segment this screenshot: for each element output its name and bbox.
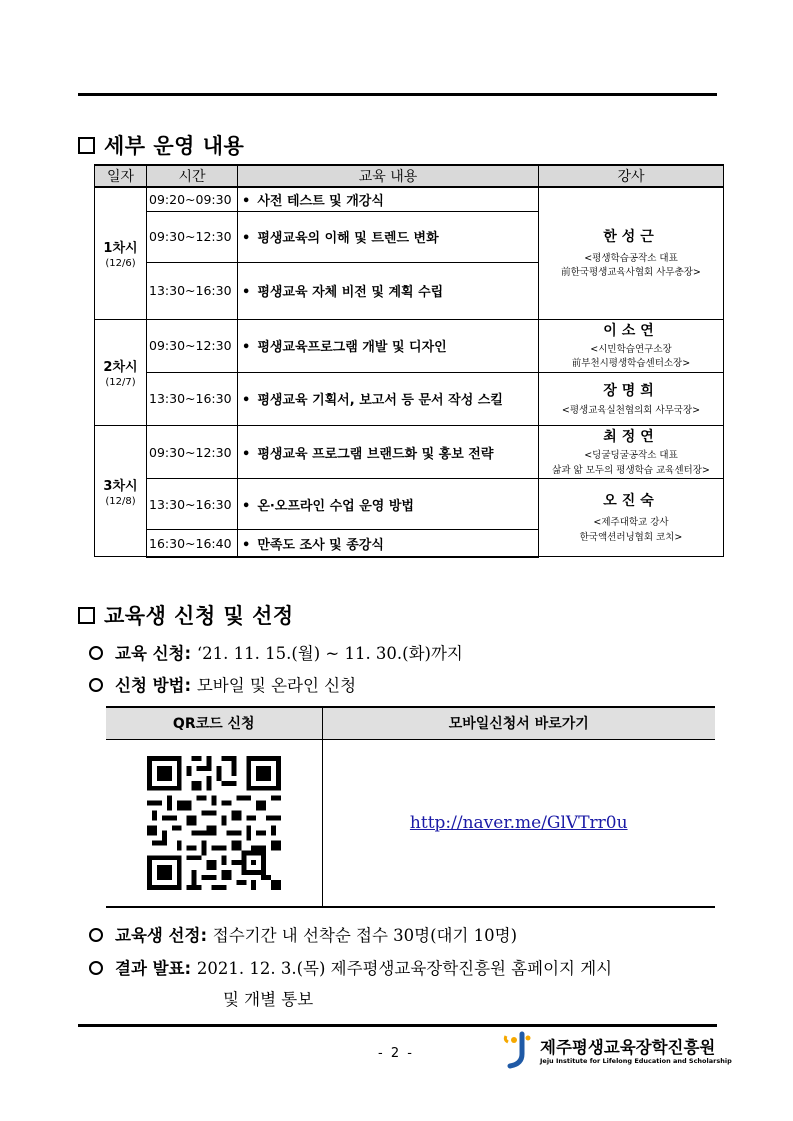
table-row (95, 187, 724, 211)
checkbox-square-icon (78, 137, 95, 154)
time-cell: 13:30~16:30 (147, 262, 238, 319)
edu-apply-line: 교육 신청: ‘21. 11. 15.(월) ~ 11. 30.(화)까지 (89, 640, 463, 664)
mobile-application-link[interactable]: http://naver.me/GlVTrr0u (409, 812, 628, 833)
section-title-schedule: 세부 운영 내용 (78, 130, 244, 160)
circle-bullet-icon (89, 961, 103, 975)
qr-code-icon[interactable] (142, 751, 286, 895)
mobile-header: 모바일신청서 바로가기 (322, 707, 715, 739)
bottom-rule (78, 1024, 717, 1027)
day-cell: 2차시 (12/7) (95, 319, 147, 425)
time-cell: 09:30~12:30 (147, 425, 238, 478)
content-cell: • 평생교육프로그램 개발 및 디자인 (238, 319, 539, 372)
instructor-cell: 한성근 <평생학습공작소 대표 前한국평생교육사협회 사무총장> (539, 187, 724, 319)
header-day: 일자 (95, 165, 147, 187)
instructor-cell: 최정연 <딩굴딩굴공작소 대표 삶과 앎 모두의 평생학습 교육센터장> (539, 425, 724, 478)
selection-line: 교육생 선정: 접수기간 내 선착순 접수 30명(대기 10명) (89, 922, 517, 946)
circle-bullet-icon (89, 928, 103, 942)
header-time: 시간 (147, 165, 238, 187)
section-title-application: 교육생 신청 및 선정 (78, 600, 294, 630)
qr-table (106, 706, 715, 908)
table-header-row (95, 165, 724, 187)
result-line: 결과 발표: 2021. 12. 3.(목) 제주평생교육장학진흥원 홈페이지 게시 (89, 955, 612, 979)
content-cell: • 평생교육 기획서, 보고서 등 문서 작성 스킬 (238, 372, 539, 425)
table-header-row (106, 707, 715, 739)
checkbox-square-icon (78, 607, 95, 624)
org-english-name: Jeju Institute for Lifelong Education and Scholarship (540, 1057, 732, 1065)
table-row (106, 739, 715, 907)
time-cell: 09:30~12:30 (147, 211, 238, 262)
time-cell: 13:30~16:30 (147, 479, 238, 530)
circle-bullet-icon (89, 678, 103, 692)
time-cell: 13:30~16:30 (147, 372, 238, 425)
top-rule (78, 93, 717, 96)
content-cell: • 평생교육의 이해 및 트렌드 변화 (238, 211, 539, 262)
instructor-cell: 오진숙 <제주대학교 강사 한국액션러닝협회 코치> (539, 479, 724, 557)
page-number: - 2 - (378, 1046, 414, 1061)
table-row (95, 425, 724, 478)
time-cell: 09:30~12:30 (147, 319, 238, 372)
result-line-continued: 및 개별 통보 (223, 990, 314, 1009)
table-row (95, 479, 724, 530)
qr-header: QR코드 신청 (106, 707, 322, 739)
content-cell: • 사전 테스트 및 개강식 (238, 187, 539, 211)
org-logo (500, 1030, 732, 1070)
schedule-table (94, 164, 724, 558)
org-logo-icon (500, 1030, 534, 1070)
time-cell: 16:30~16:40 (147, 530, 238, 557)
circle-bullet-icon (89, 646, 103, 660)
header-content: 교육 내용 (238, 165, 539, 187)
org-name: 제주평생교육장학진흥원 (540, 1038, 716, 1057)
content-cell: • 만족도 조사 및 종강식 (238, 530, 539, 557)
apply-method-line: 신청 방법: 모바일 및 온라인 신청 (89, 672, 356, 696)
header-instructor: 강사 (539, 165, 724, 187)
day-cell: 1차시 (12/6) (95, 187, 147, 319)
content-cell: • 평생교육 자체 비전 및 계획 수립 (238, 262, 539, 319)
day-cell: 3차시 (12/8) (95, 425, 147, 556)
time-cell: 09:20~09:30 (147, 187, 238, 211)
instructor-cell: 이소연 <시민학습연구소장 前부천시평생학습센터소장> (539, 319, 724, 372)
qr-cell (106, 739, 322, 907)
content-cell: • 온·오프라인 수업 운영 방법 (238, 479, 539, 530)
table-row (95, 372, 724, 425)
link-cell (322, 739, 715, 907)
content-cell: • 평생교육 프로그램 브랜드화 및 홍보 전략 (238, 425, 539, 478)
table-row (95, 319, 724, 372)
instructor-cell: 장명희 <평생교육실천협의회 사무국장> (539, 372, 724, 425)
